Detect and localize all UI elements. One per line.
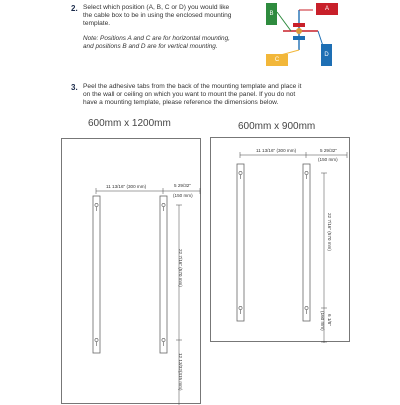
panel-right — [210, 137, 350, 342]
step-2-instructions — [83, 4, 258, 28]
panel-right-dim-horizontal: 11 13/16" (300 mm) — [256, 148, 297, 153]
note-line: and positions B and D are for vertical mounting. — [83, 43, 218, 50]
position-b-label: B — [269, 11, 274, 17]
panel-right-title: 600mm x 900mm — [238, 121, 316, 132]
mounting-position-diagram — [263, 0, 339, 68]
note-line: Note: Positions A and C are for horizontal mounting, — [83, 35, 230, 42]
panel-left-dim-horizontal: 11 13/16" (300 mm) — [106, 184, 147, 189]
position-a-box — [316, 3, 338, 15]
step-2-line: Select which position (A, B, C or D) you would like — [83, 4, 230, 11]
panel-left-dim-bottom: 12 13/32(315 mm) — [178, 353, 183, 391]
step-3-line: Peel the adhesive tabs from the back of the mounting template and place it — [83, 83, 302, 90]
panel-right-dim-offset: 5 29/32" — [320, 148, 337, 153]
step-2-note — [83, 35, 263, 51]
panel-left — [61, 138, 201, 404]
step-3-number: 3. — [71, 83, 78, 92]
panel-left-dim-offset-mm: (150 mm) — [173, 193, 193, 198]
position-c-label: C — [274, 57, 280, 63]
step-2-line: template. — [83, 20, 111, 27]
position-b-box — [266, 3, 277, 25]
step-3-instructions — [83, 83, 383, 107]
panel-right-dim-bottom: 6 1/8" — [327, 314, 332, 326]
position-d-label: D — [324, 52, 329, 58]
panel-right-dim-offset-mm: (150 mm) — [318, 157, 338, 162]
panel-right-dim-bottom-mm: (160 mm) — [320, 311, 325, 331]
position-a-label: A — [324, 6, 329, 12]
panel-left-dim-offset: 5 29/32" — [174, 183, 191, 188]
step-2-number: 2. — [71, 4, 78, 13]
position-d-box — [321, 44, 332, 66]
panel-left-dim-vertical: 22 7/16" (570 mm) — [178, 249, 183, 287]
step-3-line: on the wall or ceiling on which you want to mount the panel. If you do not — [83, 91, 296, 98]
step-3-line: have a mounting template, please reference the dimensions below. — [83, 99, 279, 106]
panel-right-dim-vertical: 22 7/16" (570 mm) — [327, 213, 332, 251]
step-2-line: the cable box to be in using the enclosed mounting — [83, 12, 232, 19]
panel-left-title: 600mm x 1200mm — [88, 118, 171, 129]
position-c-box — [266, 54, 288, 66]
